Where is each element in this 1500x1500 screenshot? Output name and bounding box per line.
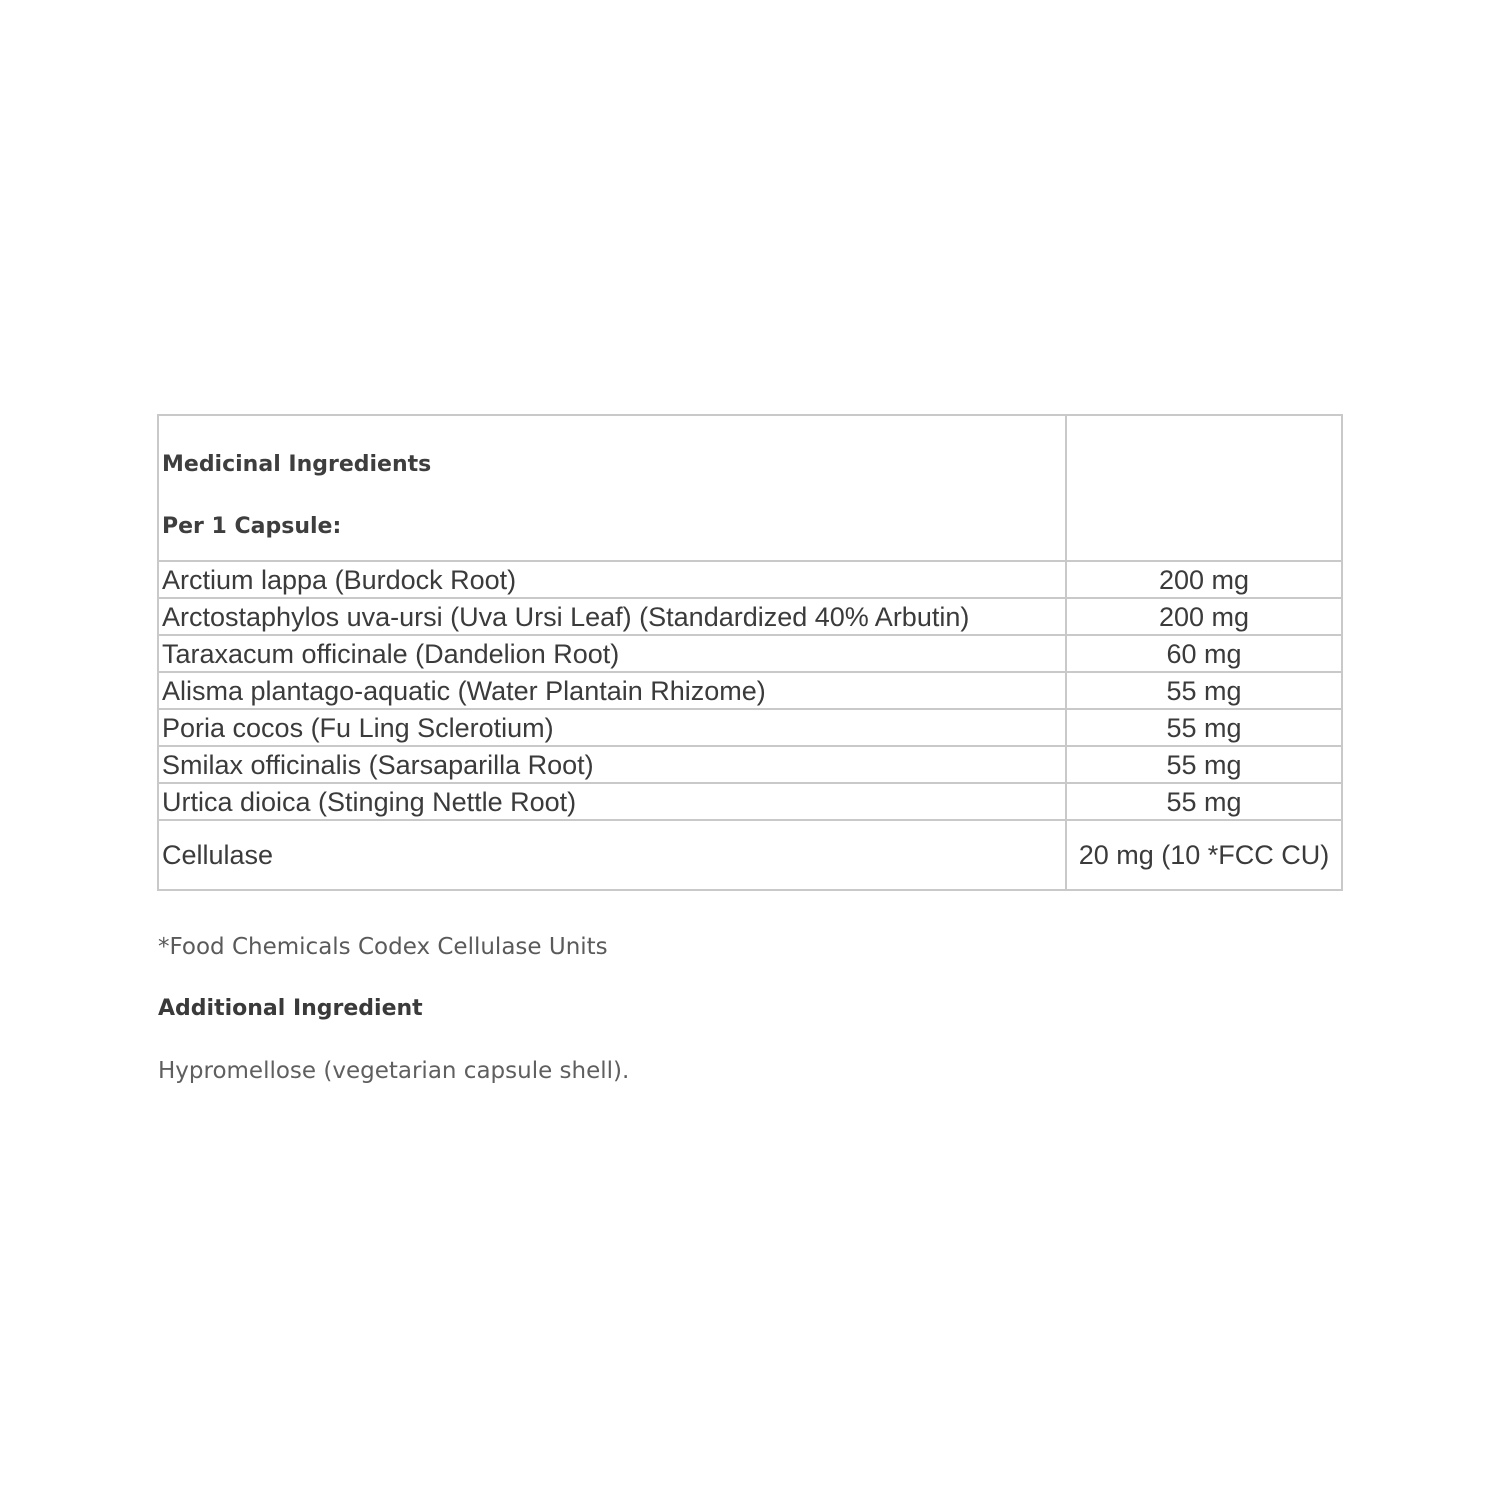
- ingredient-name: Taraxacum officinale (Dandelion Root): [158, 635, 1066, 672]
- table-row: [158, 598, 1342, 635]
- table-row: [158, 709, 1342, 746]
- ingredient-amount: 200 mg: [1066, 561, 1342, 598]
- footnote: *Food Chemicals Codex Cellulase Units: [158, 934, 608, 960]
- per-capsule-heading: Per 1 Capsule:: [162, 514, 342, 539]
- table-row: [158, 746, 1342, 783]
- table-row: [158, 672, 1342, 709]
- ingredient-amount: 55 mg: [1066, 672, 1342, 709]
- ingredient-name: Arctium lappa (Burdock Root): [158, 561, 1066, 598]
- ingredient-amount: 55 mg: [1066, 746, 1342, 783]
- ingredient-name: Cellulase: [158, 820, 1066, 890]
- header-amount-cell: [1066, 415, 1342, 561]
- ingredient-name: Urtica dioica (Stinging Nettle Root): [158, 783, 1066, 820]
- table-header-row: [158, 415, 1342, 561]
- header-name-cell: [158, 415, 1066, 561]
- table-row: [158, 561, 1342, 598]
- ingredient-name: Arctostaphylos uva-ursi (Uva Ursi Leaf) (Standardized 40% Arbutin): [158, 598, 1066, 635]
- additional-ingredient-text: Hypromellose (vegetarian capsule shell).: [158, 1058, 630, 1084]
- ingredient-name: Alisma plantago-aquatic (Water Plantain Rhizome): [158, 672, 1066, 709]
- ingredient-amount: 55 mg: [1066, 709, 1342, 746]
- ingredients-table: [157, 414, 1343, 891]
- ingredient-amount: 20 mg (10 *FCC CU): [1066, 820, 1342, 890]
- table-row: [158, 820, 1342, 890]
- table-row: [158, 635, 1342, 672]
- ingredient-name: Smilax officinalis (Sarsaparilla Root): [158, 746, 1066, 783]
- ingredient-amount: 60 mg: [1066, 635, 1342, 672]
- table-row: [158, 783, 1342, 820]
- ingredient-amount: 200 mg: [1066, 598, 1342, 635]
- additional-ingredient-heading: Additional Ingredient: [158, 996, 423, 1021]
- ingredient-amount: 55 mg: [1066, 783, 1342, 820]
- ingredient-name: Poria cocos (Fu Ling Sclerotium): [158, 709, 1066, 746]
- medicinal-ingredients-heading: Medicinal Ingredients: [162, 452, 432, 477]
